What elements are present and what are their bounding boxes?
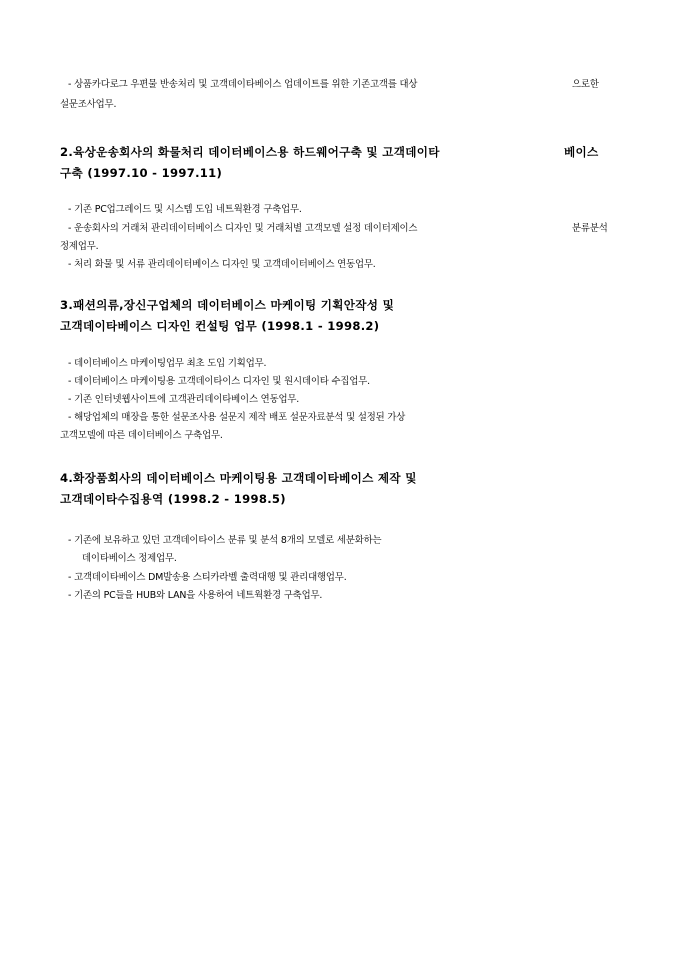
section-2-item-3: - 처리 화물 및 서류 관리데이터베이스 디자인 및 고객데이터베이스 연동업무. bbox=[68, 259, 376, 270]
section-2-item-2-tail: 분류분석 bbox=[572, 223, 608, 234]
intro-line-2: 설문조사업무. bbox=[60, 99, 117, 110]
section-2-item-2-continuation: 정제업무. bbox=[60, 241, 99, 252]
section-3-heading-line-2: 고객데이타베이스 디자인 컨설팅 업무 (1998.1 - 1998.2) bbox=[60, 319, 380, 333]
section-3-item-4: - 해당업체의 매장을 통한 설문조사용 설문지 제작 배포 설문자료분석 및 설정된 가상 bbox=[68, 412, 406, 423]
section-2-heading-line-2: 구축 (1997.10 - 1997.11) bbox=[60, 166, 223, 180]
section-4-heading-line-1: 4.화장품회사의 데이터베이스 마케이팅용 고객데이타베이스 제작 및 bbox=[60, 471, 417, 485]
section-3-heading-line-1: 3.패션의류,장신구업체의 데이터베이스 마케이팅 기획안작성 및 bbox=[60, 298, 395, 312]
section-2-heading-line-1-tail: 베이스 bbox=[564, 145, 599, 159]
section-2-item-2: - 운송회사의 거래처 관리데이터베이스 디자인 및 거래처별 고객모델 설정 데이터제이스 bbox=[68, 223, 418, 234]
section-4-item-2: - 고객데이타베이스 DM발송용 스티카라벨 출력대행 및 관리대행업무. bbox=[68, 572, 347, 583]
intro-line-1-tail: 으로한 bbox=[572, 79, 599, 90]
section-2-heading-line-1: 2.육상운송회사의 화물처리 데이터베이스용 하드웨어구축 및 고객데이타 bbox=[60, 145, 440, 159]
section-3-item-1: - 데이터베이스 마케이팅업무 최초 도입 기획업무. bbox=[68, 358, 267, 369]
section-4-item-1: - 기존에 보유하고 있던 고객데이타이스 분류 및 분석 8개의 모델로 세분화하는 bbox=[68, 535, 382, 546]
section-2-item-1: - 기존 PC업그레이드 및 시스템 도입 네트웍환경 구축업무. bbox=[68, 204, 302, 215]
intro-line-1: - 상품카다로그 우편물 반송처리 및 고객데이타베이스 업데이트를 위한 기존고객를 대상 bbox=[68, 79, 418, 90]
section-3-item-3: - 기존 인터넷웹사이트에 고객관리데이타베이스 연동업무. bbox=[68, 394, 300, 405]
section-3-item-4-continuation: 고객모델에 따른 데이터베이스 구축업무. bbox=[60, 430, 223, 441]
section-4-heading-line-2: 고객데이타수집용역 (1998.2 - 1998.5) bbox=[60, 492, 286, 506]
section-4-item-3: - 기존의 PC들을 HUB와 LAN을 사용하여 네트웍환경 구축업무. bbox=[68, 590, 323, 601]
section-3-item-2: - 데이터베이스 마케이팅용 고객데이타이스 디자인 및 원시데이타 수집업무. bbox=[68, 376, 370, 387]
section-4-item-1-continuation: 데이타베이스 정제업무. bbox=[82, 553, 177, 564]
